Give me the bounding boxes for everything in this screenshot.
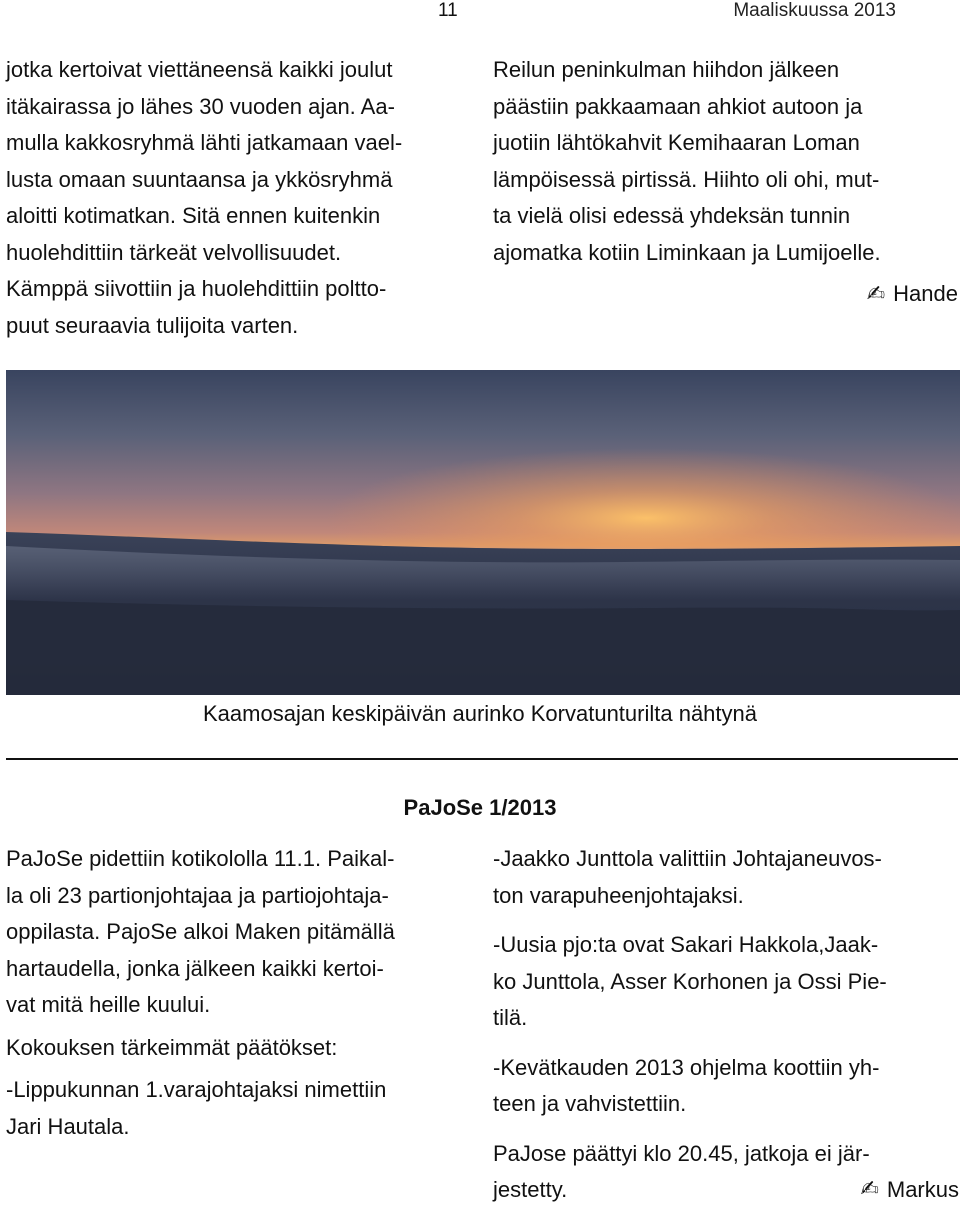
text-line: PaJoSe pidettiin kotikololla 11.1. Paikal-	[6, 846, 395, 871]
text-line: mulla kakkosryhmä lähti jatkamaan vael-	[6, 130, 403, 155]
text-line: -Jaakko Junttola valittiin Johtajaneuvos-	[493, 846, 882, 871]
text-line: jotka kertoivat viettäneensä kaikki joulut	[6, 57, 393, 82]
text-line: aloitti kotimatkan. Sitä ennen kuitenkin	[6, 203, 381, 228]
text-line: Reilun peninkulman hiihdon jälkeen	[493, 57, 840, 82]
article-left-column	[6, 52, 472, 344]
text-line: Jari Hautala.	[6, 1113, 130, 1139]
text-line: päästiin pakkaamaan ahkiot autoon ja	[493, 93, 863, 119]
sunset-photo-image	[6, 370, 960, 695]
text-line: ajomatka kotiin Liminkaan ja Lumijoelle.	[493, 239, 881, 265]
text-line: juotiin lähtökahvit Kemihaaran Loman	[493, 130, 860, 155]
page-number: 11	[438, 0, 458, 21]
text-line: ton varapuheenjohtajaksi.	[493, 882, 744, 908]
text-line: teen ja vahvistettiin.	[493, 1091, 687, 1116]
signature-name: Hande	[893, 281, 958, 306]
pajose-signature	[860, 1172, 959, 1209]
closing-line	[493, 1172, 959, 1209]
text-line: vat mitä heille kuului.	[6, 992, 211, 1017]
text-line: lusta omaan suuntaansa ja ykkösryhmä	[6, 166, 393, 192]
text-line: oppilasta. PajoSe alkoi Maken pitämällä	[6, 919, 395, 944]
pajose-left-column	[6, 841, 472, 1145]
text-line: ko Junttola, Asser Korhonen ja Ossi Pie-	[493, 968, 887, 994]
text-line: tilä.	[493, 1005, 528, 1030]
text-line: hartaudella, jonka jälkeen kaikki kertoi-	[6, 955, 384, 981]
text-line: la oli 23 partionjohtajaa ja partiojohtaja-	[6, 882, 389, 908]
issue-date: Maaliskuussa 2013	[733, 0, 896, 21]
text-line: -Lippukunnan 1.varajohtajaksi nimettiin	[6, 1077, 387, 1102]
text-line: -Kevätkauden 2013 ohjelma koottiin yh-	[493, 1054, 880, 1080]
text-line: puut seuraavia tulijoita varten.	[6, 312, 299, 338]
text-line: -Uusia pjo:ta ovat Sakari Hakkola,Jaak-	[493, 932, 879, 957]
text-line: lämpöisessä pirtissä. Hiihto oli ohi, mut-	[493, 166, 880, 192]
writing-hand-icon: ✍	[860, 1177, 879, 1202]
signature-name: Markus	[886, 1177, 959, 1202]
text-line: Kämppä siivottiin ja huolehdittiin poltto-	[6, 276, 387, 301]
writing-hand-icon: ✍	[866, 281, 886, 307]
text-line: itäkairassa jo lähes 30 vuoden ajan. Aa-	[6, 93, 395, 119]
article-signature	[867, 281, 958, 307]
section-title: PaJoSe 1/2013	[403, 795, 557, 820]
sunset-photo	[6, 370, 960, 695]
text-line: jestetty.	[493, 1177, 568, 1202]
section-divider	[6, 758, 958, 760]
text-line: huolehdittiin tärkeät velvollisuudet.	[6, 239, 342, 265]
pajose-right-column	[493, 841, 959, 1209]
text-line: PaJose päättyi klo 20.45, jatkoja ei jär-	[493, 1140, 870, 1166]
text-line: ta vielä olisi edessä yhdeksän tunnin	[493, 203, 851, 228]
article-right-column	[493, 52, 959, 271]
photo-caption: Kaamosajan keskipäivän aurinko Korvatunturilta nähtynä	[203, 701, 757, 726]
decisions-heading: Kokouksen tärkeimmät päätökset:	[6, 1034, 338, 1060]
